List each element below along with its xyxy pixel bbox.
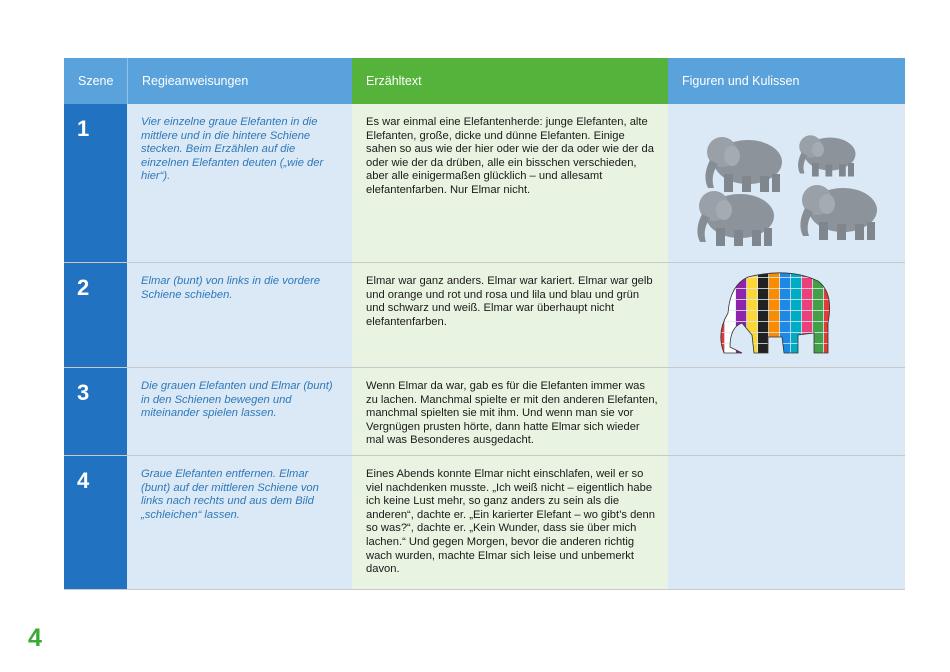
patch-square: [813, 311, 823, 321]
table-row: [64, 456, 905, 590]
patch-square: [747, 311, 757, 321]
patch-square: [813, 300, 823, 310]
scene-number: 4: [64, 456, 127, 589]
patch-square: [802, 278, 812, 288]
patch-square: [780, 289, 790, 299]
patch-square: [725, 267, 735, 277]
patch-square: [725, 300, 735, 310]
patch-square: [813, 322, 823, 332]
patch-square: [769, 333, 779, 343]
figures-cell: [668, 456, 905, 589]
page-number: 4: [28, 624, 42, 652]
patch-square: [769, 267, 779, 277]
patch-square: [736, 311, 746, 321]
patch-square: [802, 300, 812, 310]
patch-square: [791, 311, 801, 321]
grey-elephant-1: [705, 137, 782, 192]
erzaehl-text: Eines Abends konnte Elmar nicht einschlafen, weil er so viel nachdenken musste. „Ich weiß nicht – eigentlich habe ich keine Lust mehr, so ganz anders zu sein als die anderen“, dachte er. „Ein karierter Elefant – wo gibt’s denn so was?“, dachte er. „Kein Wunder, dass sie über mich lachen.“ Und gegen Morgen, bevor die anderen richtig wach wurden, machte Elmar sich leise und unbemerkt davon.: [352, 456, 668, 589]
patch-square: [791, 322, 801, 332]
grey-elephant-4: [800, 185, 877, 240]
regie-text: Vier einzelne graue Elefanten in die mittlere und in die hintere Schiene stecken. Beim Erzählen auf die einzelnen Elefanten deuten („wie der hier“).: [127, 104, 352, 262]
erzaehl-text: Es war einmal eine Elefantenherde: junge Elefanten, alte Elefanten, große, dicke und dünne Elefanten. Einige sahen so aus wie der hier oder wie der da oder wie der da oder wie der da drüben, alle ein bisschen verschieden, aber alle einigermaßen glücklich – und allesamt elefantenfarben. Nur Elmar nicht.: [352, 104, 668, 262]
patch-square: [714, 333, 724, 343]
patch-square: [758, 322, 768, 332]
patch-square: [769, 311, 779, 321]
grey-elephant-3: [798, 135, 855, 176]
patch-square: [802, 322, 812, 332]
patch-square: [747, 300, 757, 310]
header-szene: Szene: [64, 58, 127, 104]
regie-text: Graue Elefanten entfernen. Elmar (bunt) auf der mittleren Schiene von links nach rechts und aus dem Bild „schleichen“ lassen.: [127, 456, 352, 589]
patch-square: [747, 289, 757, 299]
grey-elephants-image: [668, 104, 905, 262]
erzaehl-text: Wenn Elmar da war, gab es für die Elefanten immer was zu lachen. Manchmal spielte er mit den anderen Elefanten, manchmal spielten sie mit ihm. Und wenn man sie vor Vergnügen prusten hörte, dann hatte Elmar sich wieder mal was Besonderes ausgedacht.: [352, 368, 668, 455]
patch-square: [780, 333, 790, 343]
patch-square: [780, 278, 790, 288]
patch-square: [714, 300, 724, 310]
patch-square: [813, 289, 823, 299]
patch-square: [780, 311, 790, 321]
patch-square: [769, 322, 779, 332]
scene-number: 2: [64, 263, 127, 367]
patch-square: [714, 278, 724, 288]
patch-square: [725, 278, 735, 288]
scene-number: 3: [64, 368, 127, 455]
patch-square: [802, 344, 812, 354]
patch-square: [791, 289, 801, 299]
patch-square: [758, 333, 768, 343]
figures-cell: [668, 368, 905, 455]
header-erzaehltext: Erzähltext: [352, 58, 668, 104]
patch-square: [769, 300, 779, 310]
patch-square: [769, 289, 779, 299]
patch-square: [824, 322, 834, 332]
scene-table: [64, 58, 905, 590]
table-row: [64, 104, 905, 263]
patch-square: [780, 267, 790, 277]
patch-square: [725, 322, 735, 332]
regie-text: Die grauen Elefanten und Elmar (bunt) in den Schienen bewegen und miteinander spielen lassen.: [127, 368, 352, 455]
patch-square: [736, 300, 746, 310]
patch-square: [758, 289, 768, 299]
patch-square: [769, 344, 779, 354]
grey-elephant-2: [697, 191, 774, 246]
elmar-patchwork-elephant-image: [668, 263, 905, 367]
patch-square: [736, 289, 746, 299]
patch-square: [769, 278, 779, 288]
patch-square: [824, 333, 834, 343]
patch-square: [824, 278, 834, 288]
table-row: [64, 368, 905, 456]
patch-square: [813, 333, 823, 343]
header-figuren: Figuren und Kulissen: [668, 58, 905, 104]
patch-square: [824, 267, 834, 277]
erzaehl-text: Elmar war ganz anders. Elmar war kariert. Elmar war gelb und orange und rot und rosa und lila und blau und grün und schwarz und weiß. Elmar war überhaupt nicht elefantenfarben.: [352, 263, 668, 367]
patch-square: [736, 267, 746, 277]
patch-square: [736, 278, 746, 288]
patch-square: [736, 333, 746, 343]
patch-square: [758, 300, 768, 310]
patch-square: [802, 311, 812, 321]
patch-square: [747, 278, 757, 288]
table-header: [64, 58, 905, 104]
patch-square: [791, 300, 801, 310]
scene-number: 1: [64, 104, 127, 262]
patch-square: [802, 289, 812, 299]
patch-square: [780, 322, 790, 332]
patch-square: [714, 289, 724, 299]
patch-square: [714, 311, 724, 321]
patch-square: [791, 267, 801, 277]
patch-square: [758, 311, 768, 321]
patch-square: [791, 278, 801, 288]
table-row: [64, 263, 905, 368]
patch-square: [714, 267, 724, 277]
patch-square: [813, 267, 823, 277]
header-regieanweisungen: Regieanweisungen: [127, 58, 352, 104]
patch-square: [758, 278, 768, 288]
patch-square: [824, 289, 834, 299]
patch-square: [780, 300, 790, 310]
figures-cell: [668, 263, 905, 367]
regie-text: Elmar (bunt) von links in die vordere Schiene schieben.: [127, 263, 352, 367]
figures-cell: [668, 104, 905, 262]
patch-square: [758, 267, 768, 277]
